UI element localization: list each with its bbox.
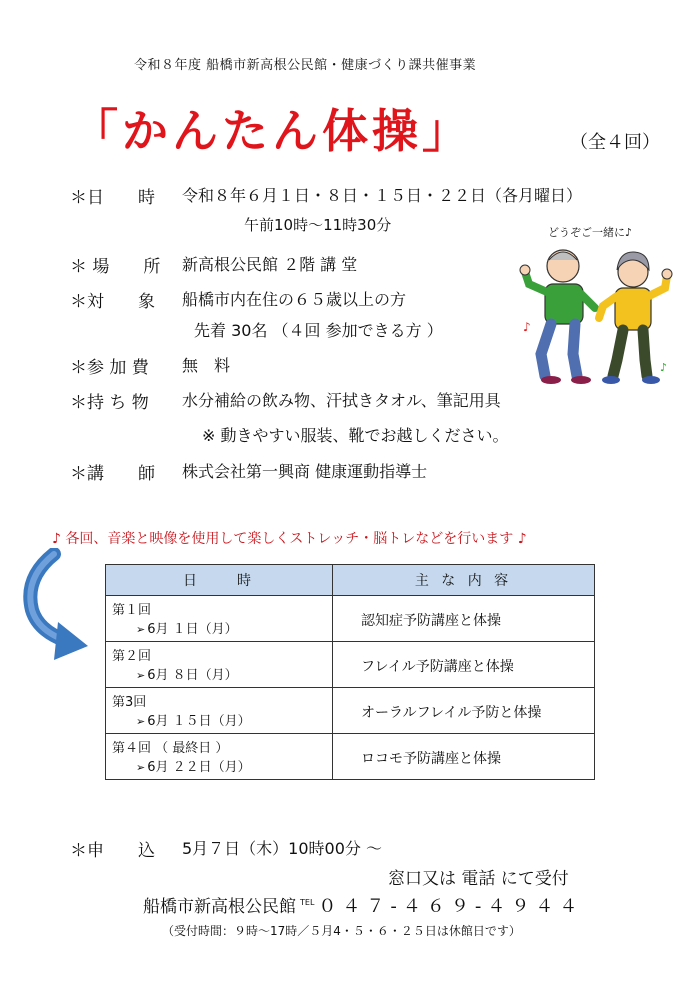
schedule-header-row <box>106 565 595 596</box>
session-label: 第２回 <box>112 649 152 664</box>
items-value: 水分補給の飲み物、汗拭きタオル、筆記用具 <box>182 391 501 410</box>
event-subtitle: 令和８年度 船橋市新高根公民館・健康づくり課共催事業 <box>134 58 477 73</box>
session-count: （全４回） <box>570 132 660 153</box>
arrow-bullet-icon: ➢ <box>136 715 146 728</box>
session-date: 6月 ２２日（月） <box>147 760 251 775</box>
session-label: 第3回 <box>112 695 147 710</box>
activity-note: ♪ 各回、音楽と映像を使用して楽しくストレッチ・脳トレなどを行います ♪ <box>52 531 527 547</box>
session-date: 6月 １日（月） <box>147 622 238 637</box>
arrow-bullet-icon: ➢ <box>136 623 146 636</box>
header-datetime: 日 時 <box>106 565 333 596</box>
speech-caption: どうぞご一緒に♪ <box>548 226 633 239</box>
items-note: ※ 動きやすい服装、靴でお越しください。 <box>202 426 509 445</box>
table-row <box>106 596 595 642</box>
arrow-bullet-icon: ➢ <box>136 669 146 682</box>
instructor-value: 株式会社第一興商 健康運動指導士 <box>182 462 428 481</box>
reception-hours: （受付時間：９時～17時／５月4・５・６・２５日は休館日です） <box>162 924 521 938</box>
place-label: ＊ 場 所 <box>70 257 161 277</box>
target-value: 船橋市内在住の６５歳以上の方 <box>182 290 407 309</box>
session-content: ロコモ予防講座と体操 <box>361 751 501 767</box>
session-content: オーラルフレイル予防と体操 <box>361 705 542 721</box>
session-label: 第４回 （ 最終日 ） <box>112 741 229 756</box>
table-row <box>106 642 595 688</box>
office-name: 船橋市新高根公民館 <box>143 897 296 917</box>
instructor-label: ＊講 師 <box>70 464 155 484</box>
header-content: 主 な 内 容 <box>333 565 595 596</box>
target-label: ＊対 象 <box>70 292 155 312</box>
items-label: ＊持 ち 物 <box>70 393 149 413</box>
music-note-icon: ♪ <box>653 288 660 299</box>
capacity-value: 先着 30名 （４回 参加できる方 ） <box>194 321 443 340</box>
page-title: 「かんたん体操」 <box>72 104 472 158</box>
date-label: ＊日 時 <box>70 188 155 208</box>
exercising-seniors-illustration <box>515 236 680 396</box>
music-note-icon: ♪ <box>523 320 531 334</box>
place-value: 新高根公民館 ２階 講 堂 <box>182 255 358 274</box>
contact-line <box>143 892 583 918</box>
table-row <box>106 688 595 734</box>
session-content: フレイル予防講座と体操 <box>361 659 514 675</box>
time-value: 午前10時～11時30分 <box>244 216 392 234</box>
music-note-icon: ♪ <box>660 361 668 374</box>
apply-label: ＊申 込 <box>70 841 155 861</box>
fee-value: 無 料 <box>182 356 231 375</box>
curved-arrow-icon <box>14 548 104 666</box>
session-content: 認知症予防講座と体操 <box>361 613 501 629</box>
date-value: 令和８年６月１日・８日・１５日・２２日（各月曜日） <box>182 186 583 205</box>
arrow-bullet-icon: ➢ <box>136 761 146 774</box>
apply-method: 窓口又は 電話 にて受付 <box>388 869 569 889</box>
tel-mark: TEL <box>300 898 315 908</box>
session-date: 6月 １５日（月） <box>147 714 251 729</box>
table-row <box>106 734 595 780</box>
phone-number: ０４７-４６９-４９４４ <box>318 896 584 917</box>
schedule-table <box>105 564 595 780</box>
session-label: 第１回 <box>112 603 152 618</box>
fee-label: ＊参 加 費 <box>70 358 149 378</box>
session-date: 6月 ８日（月） <box>147 668 238 683</box>
apply-start: 5月７日（木）10時00分 ～ <box>182 839 382 858</box>
